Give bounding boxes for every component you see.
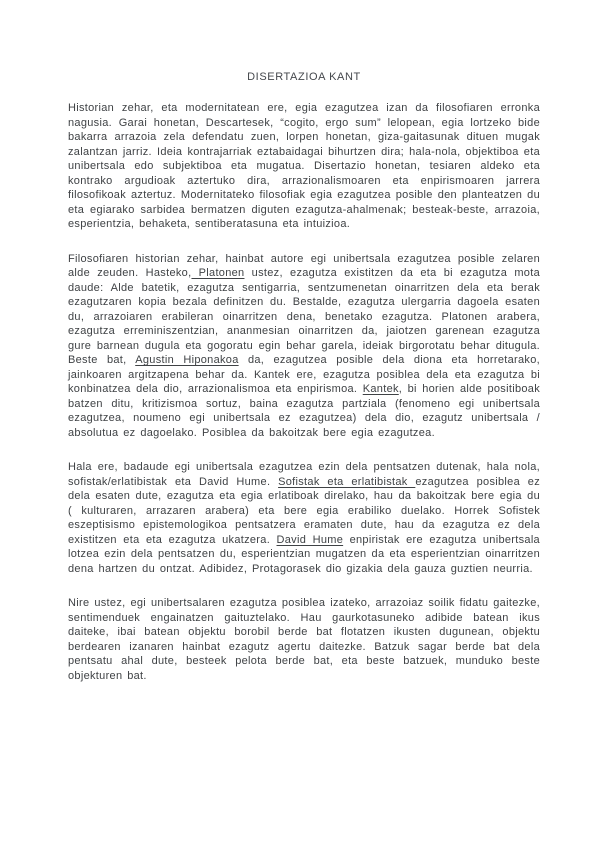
text-segment: Hala ere, badaude egi unibertsala ezagutzea ezin dela pentsatzen dutenak, hala nola, sofistak/erlatibistak eta David Hume.: [68, 461, 540, 488]
text-segment: enpiristak ere ezagutza unibertsala lotzea ezin dela pentsatzen du, esperientzian mugatzen da eta esperientzian oinarritzen dena hartzen du ontzat. Adibidez, Protagorasek dio gizakia dela gauza guztien neurria.: [68, 533, 540, 575]
text-segment: Nire ustez, egi unibertsalaren ezagutza posiblea izateko, arrazoiaz soilik fidatu gaitezke, sentimenduek engainatzen gaituztelako. Hau gaurkotasuneko adibide batean ikus daiteke, ibai batean objektu borobil berde bat flotatzen ikusten dugunean, objektu berdearen izanaren hainbat ezagutz agertu daitezke. Batzuk sagar berde bat dela pentsatu ahal dute, besteek pelota berde bat, eta beste batzuek, munduko beste objekturen bat.: [68, 597, 540, 682]
underlined-text: Agustin Hiponakoa: [135, 354, 239, 366]
paragraph: [68, 101, 540, 232]
text-segment: Historian zehar, eta modernitatean ere, egia ezagutzea izan da filosofiaren erronka nagusia. Garai honetan, Descartesek, “cogito, ergo sum” lelopean, egia lortzeko bide bakarra arrazoia zela defendatu zuen, lorpen honetan, giza-gaitasunak dituen mugak zalantzan jarriz. Ideia kontrajarriak eztabaidagai bihurtzen dira; hala-nola, objektiboa eta unibertsala edo subjektiboa eta mugatua. Disertazio honetan, tesiaren aldeko eta kontrako argudioak aztertuko dira, arrazionalismoaren eta enpirismoaren jarrera filosofikoak aztertuz. Modernitateko filosofiak egia ezagutzea posible den planteatzen du eta egiarako sarbidea bermatzen diguten ezagutza-ahalmenak; besteak-beste, arrazoia, esperientzia, behaketa, sentiberatasuna eta intuizioa.: [68, 102, 540, 230]
paragraph: [68, 596, 540, 683]
text-segment: ezagutzea posiblea ez dela esaten dute, ezagutza eta egia erlatiboak direlako, hau da bakoitzak bere egia du ( kulturaren, arrazaren arabera) eta bere egia erabiliko duelako. Horrek Sofistek eszeptisismo epistemologikoa pentsatzera eramaten dute, hau da ezagutza ez dela existitzen eta eta ezagutza ukatzera.: [68, 475, 540, 546]
document-title: DISERTAZIOA KANT: [247, 71, 361, 83]
text-segment: ustez, ezagutza existitzen da eta bi ezagutza mota daude: Alde batetik, ezagutza sentigarria, sentzumenetan oinarritzen dela eta berak ezagutzaren kopia bezala definitzen du. Bestalde, ezagutza ulergarria dagoela esaten du, arrazoiaren erabileran oinarritzen dena, benetako ezagutza. Platonen arabera, ezagutza erreminiszentzian, ananmesian oinarritzen da, jaiotzen garenean ezagutza gure barnean dugula eta gogoratu egin behar garela, ideiak birgorotatu behar ditugula. Beste bat,: [68, 267, 540, 366]
underlined-text: Platonen: [191, 267, 245, 279]
paragraph: [68, 460, 540, 576]
text-segment: , bi horien alde positiboak batzen ditu, kritizismoa sortuz, baina ezagutza partziala (fenomeno egi unibertsala ezagutzea, noumeno egi unibertsala ez ezagutzea) dela dio, ezagutz unibertsala / absolutua ez dagoelako. Posiblea da bakoitzak bere egia ezagutzea.: [68, 383, 540, 439]
underlined-text: David Hume: [276, 533, 344, 546]
text-segment: da, ezagutzea posible dela diona eta horretarako, jainkoaren argitzapena behar da. Kantek ere, ezagutza posiblea dela eta ezagutza bi konbinatzea dela dio, arrazionalismoa eta enpirismoa.: [68, 354, 540, 395]
document-body: [68, 101, 540, 683]
paragraph: [68, 252, 540, 441]
text-segment: Filosofiaren historian zehar, hainbat autore egi unibertsala ezagutzea posible zelaren alde zeuden. Hasteko,: [68, 252, 540, 279]
underlined-text: Kantek: [362, 383, 399, 395]
underlined-text: Sofistak eta erlatibistak: [278, 475, 416, 488]
